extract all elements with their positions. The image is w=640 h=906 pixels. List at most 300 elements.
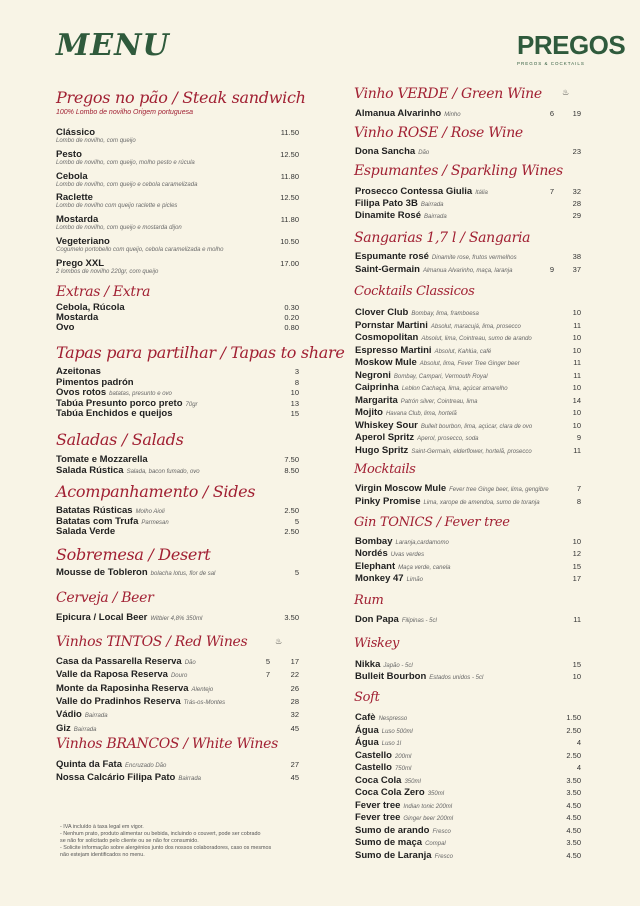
- logo-text: PREGOS: [517, 30, 626, 60]
- menu-item: [355, 370, 488, 383]
- menu-item: [56, 567, 215, 580]
- item-glass-price: 9: [549, 264, 554, 274]
- item-description: Uvas verdes: [390, 552, 425, 559]
- item-price: 8: [576, 496, 581, 506]
- item-price: 4.50: [566, 800, 581, 810]
- item-price: 11: [573, 320, 581, 330]
- footer-line: - Solicite informação sobre alergénios junto dos nossos colaboradores, caso os mesmos: [60, 845, 272, 851]
- item-price: 17: [572, 573, 581, 583]
- menu-item: [355, 671, 483, 684]
- item-description: Limão: [406, 576, 423, 583]
- item-name: Clássico: [56, 127, 96, 138]
- item-name: Almanua Alvarinho: [355, 108, 442, 119]
- menu-item: [355, 787, 444, 800]
- item-name: Castello: [355, 762, 392, 773]
- section-title-sparkling: Espumantes / Sparkling Wines: [354, 163, 563, 179]
- menu-item: [56, 236, 110, 247]
- item-description: Bairrada: [84, 713, 108, 720]
- footer-line: não estejam identificados no menu.: [60, 852, 145, 858]
- item-description: Luso 500ml: [381, 728, 413, 735]
- item-name: Tabúa Presunto porco preto: [56, 397, 183, 409]
- item-price: 10: [572, 308, 581, 317]
- section-title-rum: Rum: [354, 593, 384, 608]
- menu-item: [355, 548, 424, 561]
- item-price: 10: [572, 345, 581, 355]
- item-name: Nordés: [355, 548, 388, 560]
- item-description: bolacha lotus, flor de sal: [150, 571, 216, 577]
- item-description: Molho Aioli: [135, 509, 165, 515]
- section-title-rose: Vinho ROSE / Rose Wine: [354, 125, 523, 141]
- item-price: 14: [572, 395, 581, 405]
- item-name: Moskow Mule: [355, 357, 417, 368]
- item-price: 7: [576, 484, 581, 493]
- item-description: Saint-Germain, elderflower, hortelã, prosecco: [411, 448, 532, 455]
- item-description: Cogumelo portobello com queijo, cebola caramelizada e molho: [56, 247, 224, 253]
- menu-item: [355, 850, 453, 863]
- item-description: Lombo de novilho, com queijo: [56, 138, 136, 144]
- item-description: Absolut, maracujá, lima, prosecco: [430, 323, 521, 330]
- item-price: 32: [290, 710, 299, 720]
- item-name: Epicura / Local Beer: [56, 612, 148, 623]
- item-name: Bombay: [355, 536, 393, 547]
- logo: [517, 30, 626, 66]
- item-name: Filipa Pato 3B: [355, 198, 418, 209]
- item-name: Cebola: [56, 170, 88, 182]
- item-name: Casa da Passarella Reserva: [56, 656, 182, 667]
- item-description: Havana Club, lima, hortelã: [385, 411, 457, 417]
- item-description: Lima, xarope de amendoa, sumo de toranja: [423, 499, 540, 506]
- item-price: 5: [294, 516, 299, 526]
- menu-item: [355, 251, 517, 264]
- item-name: Caiprinha: [355, 382, 399, 393]
- item-price: 29: [572, 211, 581, 220]
- item-name: Pornstar Martini: [355, 319, 428, 331]
- item-price: 3.50: [566, 775, 581, 785]
- menu-item: [355, 561, 451, 574]
- item-description: Lombo de novilho, com queijo e mostarda dijon: [56, 225, 182, 232]
- item-description: Encruzado Dão: [124, 763, 167, 769]
- item-description: 2 lombos de novilho 220gr, com queijo: [56, 268, 159, 275]
- item-name: Aperol Spritz: [355, 432, 415, 443]
- item-description: Lombo de novilho, com queijo, molho pesto e rúcula: [56, 159, 195, 166]
- menu-item: [56, 612, 202, 625]
- item-name: Coca Cola Zero: [355, 787, 425, 798]
- item-price: 45: [290, 723, 299, 733]
- item-price: 7.50: [284, 455, 299, 464]
- menu-item: [56, 526, 115, 537]
- menu-item: [355, 573, 423, 586]
- section-title-tapas: Tapas para partilhar / Tapas to share: [56, 343, 345, 362]
- item-price: 0.20: [284, 313, 299, 322]
- menu-item: [355, 614, 437, 627]
- menu-item: [355, 210, 447, 223]
- item-name: Valle do Pradinhos Reserva: [56, 695, 181, 707]
- item-name: Hugo Spritz: [355, 444, 409, 456]
- menu-item: [355, 357, 520, 370]
- menu-item: [355, 712, 407, 725]
- item-name: Ovo: [56, 322, 75, 333]
- menu-item: [355, 762, 411, 775]
- menu-item: [56, 759, 166, 772]
- item-description: Witbier 4,8% 350ml: [150, 616, 203, 622]
- item-description: Lombo de novilho, com queijo e cebola caramelizada: [56, 181, 198, 188]
- item-description: Absolut, lima, Cointreau, sumo de arando: [421, 336, 532, 342]
- item-name: Mostarda: [56, 312, 99, 323]
- item-description: Bairrada: [424, 214, 447, 220]
- wine-glass-icon: ♨: [275, 637, 283, 646]
- menu-item: [355, 725, 413, 738]
- item-name: Bulleit Bourbon: [355, 671, 427, 682]
- item-name: Batatas Rústicas: [56, 505, 133, 516]
- item-name: Pesto: [56, 148, 82, 160]
- item-price: 0.30: [284, 303, 299, 312]
- item-glass-price: 5: [265, 657, 270, 666]
- item-name: Ovos rotos: [56, 387, 107, 398]
- menu-item: [355, 837, 446, 850]
- item-description: Dinamite rose, frutos vermelhos: [431, 255, 517, 261]
- item-price: 19: [572, 109, 581, 118]
- menu-item: [355, 825, 451, 838]
- item-price: 10: [572, 672, 581, 681]
- item-name: Nikka: [355, 659, 381, 670]
- item-description: Leblon Cachaça, lima, açúcar amarelho: [401, 386, 508, 392]
- item-description: Dão: [184, 660, 196, 666]
- footer-line: - Nenhum prato, produto alimentar ou bebida, incluindo o couvert, pode ser cobrado: [60, 831, 261, 837]
- item-name: Água: [355, 737, 379, 748]
- item-price: 15: [572, 660, 581, 669]
- item-price: 23: [572, 147, 581, 156]
- item-price: 38: [572, 252, 581, 261]
- menu-item: [355, 108, 461, 121]
- item-price: 2.50: [566, 750, 581, 760]
- item-price: 2.50: [566, 725, 581, 735]
- item-price: 13: [290, 398, 299, 408]
- item-name: Quinta da Fata: [56, 759, 122, 770]
- item-price: 0.80: [284, 323, 299, 332]
- item-description: 750ml: [394, 766, 412, 772]
- menu-item: [355, 382, 508, 395]
- item-name: Whiskey Sour: [355, 419, 418, 431]
- section-title-gin: Gin TONICS / Fever tree: [354, 515, 510, 530]
- item-name: Batatas com Trufa: [56, 515, 139, 527]
- item-description: Itália: [475, 190, 488, 196]
- item-description: 70gr: [185, 401, 198, 408]
- item-name: Sumo de arando: [355, 824, 430, 836]
- item-description: Minho: [444, 112, 461, 118]
- item-description: Laranja,cardamomo: [395, 540, 449, 546]
- menu-item: [355, 332, 532, 345]
- item-description: Absolut, Kahlúa, café: [434, 348, 492, 355]
- item-name: Pimentos padrón: [56, 376, 134, 388]
- item-price: 10.50: [280, 237, 299, 246]
- item-price: 17.00: [280, 258, 299, 268]
- item-name: Nossa Calcário Filipa Pato: [56, 771, 176, 783]
- footer-notes: [60, 824, 320, 859]
- item-description: Bairrada: [178, 775, 202, 782]
- menu-item: [355, 775, 421, 788]
- menu-item: [56, 192, 93, 203]
- menu-item: [56, 214, 98, 225]
- item-price: 10: [572, 383, 581, 392]
- item-name: Coca Cola: [355, 774, 402, 786]
- item-price: 11: [573, 358, 581, 367]
- item-name: Cafè: [355, 712, 376, 723]
- menu-item: [56, 709, 108, 722]
- menu-item: [56, 454, 148, 465]
- menu-item: [355, 496, 540, 509]
- item-description: Trás-os-Montes: [183, 699, 226, 706]
- item-price: 26: [290, 683, 299, 693]
- item-name: Fever tree: [355, 812, 401, 823]
- menu-item: [355, 345, 491, 358]
- item-glass-price: 7: [549, 187, 554, 196]
- item-description: Filipinas - 5cl: [401, 618, 437, 624]
- item-name: Sumo de Laranja: [355, 849, 432, 861]
- item-description: Fresco: [434, 853, 453, 860]
- section-title-salads: Saladas / Salads: [56, 430, 184, 449]
- item-description: Luso 1l: [381, 741, 402, 747]
- item-description: Lombo de novilho com queijo raclette e picles: [56, 203, 178, 210]
- section-title-sides: Acompanhamento / Sides: [56, 482, 256, 501]
- item-price: 28: [290, 696, 299, 706]
- item-price: 5: [294, 568, 299, 577]
- section-title-steak: Pregos no pão / Steak sandwich: [56, 88, 306, 107]
- section-title-cocktails: Cocktails Classicos: [354, 284, 475, 299]
- item-description: 200ml: [394, 753, 412, 760]
- menu-item: [56, 171, 88, 182]
- item-name: Don Papa: [355, 614, 399, 625]
- item-name: Espresso Martini: [355, 344, 432, 356]
- section-title-dessert: Sobremesa / Desert: [56, 545, 211, 564]
- item-price: 3: [294, 367, 299, 376]
- item-description: Bairrada: [420, 202, 444, 208]
- item-name: Azeitonas: [56, 366, 101, 377]
- item-name: Mojito: [355, 407, 383, 418]
- item-name: Giz: [56, 722, 71, 734]
- menu-item: [56, 127, 95, 138]
- item-name: Prosecco Contessa Giulia: [355, 186, 473, 197]
- item-description: Douro: [170, 673, 188, 680]
- menu-item: [355, 264, 512, 277]
- item-price: 10: [572, 333, 581, 342]
- item-description: Bairrada: [73, 726, 97, 733]
- section-title-extra: Extras / Extra: [56, 284, 151, 300]
- menu-item: [355, 445, 532, 458]
- item-price: 10: [572, 420, 581, 430]
- item-price: 12.50: [280, 193, 299, 203]
- item-description: Bombay, Campari, Vermouth Royal: [393, 373, 488, 380]
- item-price: 11: [573, 370, 581, 380]
- section-title-soft: Soft: [354, 690, 380, 705]
- menu-item: [355, 146, 429, 159]
- menu-item: [56, 696, 225, 709]
- section-title-white: Vinhos BRANCOS / White Wines: [56, 736, 278, 752]
- item-description: Aperol, prosecco, soda: [417, 436, 479, 442]
- menu-item: [56, 669, 187, 682]
- section-title-mocktails: Mocktails: [354, 462, 416, 477]
- item-name: Salada Rústica: [56, 465, 124, 476]
- menu-item: [56, 723, 96, 736]
- item-glass-price: 7: [265, 670, 270, 680]
- item-name: Mousse de Tobleron: [56, 567, 148, 578]
- item-description: Salada, bacon fumado, ovo: [126, 469, 200, 475]
- menu-item: [355, 812, 453, 825]
- item-price: 4.50: [566, 813, 581, 822]
- item-description: Bombay, lima, framboesa: [411, 311, 479, 317]
- item-description: Absolut, lima, Fever Tree Ginger beer: [419, 361, 520, 367]
- menu-item: [56, 366, 101, 377]
- item-name: Mostarda: [56, 214, 99, 226]
- item-price: 10: [290, 388, 299, 397]
- section-title-green: Vinho VERDE / Green Wine: [354, 86, 542, 102]
- menu-item: [56, 408, 172, 419]
- item-description: Almanua Alvarinho, maça, laranja: [422, 267, 513, 274]
- item-price: 28: [572, 199, 581, 208]
- menu-item: [355, 750, 411, 763]
- item-name: Prego XXL: [56, 257, 105, 269]
- item-price: 12: [572, 549, 581, 559]
- item-price: 15: [290, 409, 299, 418]
- item-name: Vegeteriano: [56, 236, 110, 247]
- item-price: 12.50: [280, 149, 299, 159]
- item-name: Virgin Moscow Mule: [355, 483, 447, 494]
- item-description: Patrón silver, Cointreau, lima: [400, 398, 478, 405]
- menu-item: [355, 395, 477, 408]
- item-price: 4: [576, 763, 581, 772]
- item-price: 27: [290, 760, 299, 769]
- item-price: 15: [572, 561, 581, 571]
- menu-item: [355, 536, 449, 549]
- menu-item: [56, 465, 200, 478]
- item-price: 11.50: [280, 128, 299, 137]
- item-name: Vádio: [56, 709, 82, 721]
- menu-item: [355, 320, 521, 333]
- menu-item: [355, 432, 479, 445]
- section-note-steak: 100% Lombo de novilho Origem portuguesa: [56, 109, 193, 116]
- menu-item: [56, 656, 196, 669]
- item-price: 45: [290, 772, 299, 782]
- item-name: Clover Club: [355, 307, 409, 318]
- item-description: Fever tree Ginge beer, lima, gengibre: [449, 487, 549, 493]
- menu-item: [56, 322, 74, 333]
- item-price: 4: [576, 738, 581, 747]
- menu-item: [56, 149, 82, 160]
- item-name: Tomate e Mozzarella: [56, 454, 148, 465]
- item-price: 37: [572, 264, 581, 274]
- footer-line: - IVA incluído à taxa legal em vigor.: [60, 824, 144, 830]
- item-description: Parmesan: [141, 519, 169, 526]
- menu-item: [355, 307, 479, 320]
- item-name: Fever tree: [355, 799, 401, 811]
- item-price: 17: [290, 657, 299, 666]
- item-description: Estados unidos - 5cl: [429, 675, 484, 681]
- item-price: 3.50: [566, 838, 581, 847]
- item-name: Negroni: [355, 369, 391, 381]
- item-name: Cosmopolitan: [355, 332, 419, 343]
- item-name: Monte da Raposinha Reserva: [56, 682, 189, 694]
- item-price: 10: [572, 408, 581, 417]
- logo-subtitle: PREGOS & COCKTAILS: [517, 61, 585, 66]
- item-name: Valle da Raposa Reserva: [56, 669, 168, 681]
- menu-item: [355, 483, 549, 496]
- item-name: Salada Verde: [56, 526, 116, 537]
- menu-item: [56, 258, 104, 269]
- section-title-sangria: Sangarias 1,7 l / Sangaria: [354, 230, 531, 246]
- section-title-red: Vinhos TINTOS / Red Wines: [56, 634, 248, 650]
- menu-item: [56, 377, 134, 388]
- item-description: Bulleit bourbon, lima, açúcar, clara de ovo: [420, 423, 533, 430]
- item-price: 11: [573, 615, 581, 624]
- item-name: Monkey 47: [355, 572, 404, 584]
- item-price: 2.50: [284, 506, 299, 515]
- item-description: Japão - 5cl: [383, 663, 413, 669]
- item-name: Dona Sancha: [355, 146, 416, 157]
- wine-glass-icon: ♨: [562, 88, 570, 97]
- item-price: 2.50: [284, 527, 299, 536]
- item-price: 32: [572, 187, 581, 196]
- item-name: Tabúa Enchidos e queijos: [56, 408, 173, 419]
- item-description: Compal: [425, 841, 446, 847]
- item-price: 11.80: [280, 171, 299, 181]
- item-name: Sumo de maça: [355, 837, 423, 848]
- item-name: Castello: [355, 749, 392, 761]
- item-name: Cebola, Rúcola: [56, 302, 125, 313]
- item-price: 8.50: [284, 466, 299, 475]
- item-description: 350ml: [404, 778, 421, 785]
- item-price: 11: [573, 445, 581, 455]
- menu-item: [355, 420, 532, 433]
- item-price: 1.50: [566, 713, 581, 722]
- item-price: 11.80: [280, 215, 299, 225]
- item-price: 22: [290, 670, 299, 680]
- item-description: Dão: [418, 150, 430, 156]
- item-price: 3.50: [284, 613, 299, 622]
- item-description: Indian tonic 200ml: [403, 803, 453, 810]
- footer-line: se não for solicitado pelo cliente ou se não for consumido.: [60, 838, 199, 844]
- menu-item: [355, 737, 401, 750]
- item-description: Alentejo: [191, 686, 214, 693]
- item-price: 3.50: [566, 788, 581, 797]
- item-name: Saint-Germain: [355, 263, 420, 275]
- item-name: Dinamite Rosé: [355, 210, 421, 221]
- item-name: Raclette: [56, 192, 93, 204]
- item-price: 10: [572, 537, 581, 546]
- item-name: Espumante rosé: [355, 251, 429, 262]
- item-name: Água: [355, 724, 379, 736]
- menu-item: [355, 800, 452, 813]
- item-description: Maça verde, canela: [398, 564, 451, 571]
- section-title-whiskey: Wiskey: [354, 636, 400, 651]
- item-description: Fresco: [432, 828, 451, 835]
- menu-item: [56, 772, 201, 785]
- item-name: Margarita: [355, 394, 398, 406]
- item-price: 9: [576, 433, 581, 442]
- item-price: 4.50: [566, 850, 581, 860]
- item-description: batatas, presunto e ovo: [109, 391, 172, 397]
- item-description: 350ml: [427, 791, 445, 797]
- item-glass-price: 6: [549, 109, 554, 118]
- item-price: 4.50: [566, 825, 581, 835]
- menu-item: [355, 407, 457, 420]
- menu-item: [56, 683, 213, 696]
- page-title: MENU: [56, 28, 170, 63]
- item-description: Nespresso: [378, 716, 408, 722]
- item-name: Pinky Promise: [355, 495, 421, 507]
- item-price: 8: [294, 377, 299, 387]
- item-description: Ginger beer 200ml: [403, 816, 454, 822]
- section-title-beer: Cerveja / Beer: [56, 590, 154, 606]
- item-name: Elephant: [355, 560, 396, 572]
